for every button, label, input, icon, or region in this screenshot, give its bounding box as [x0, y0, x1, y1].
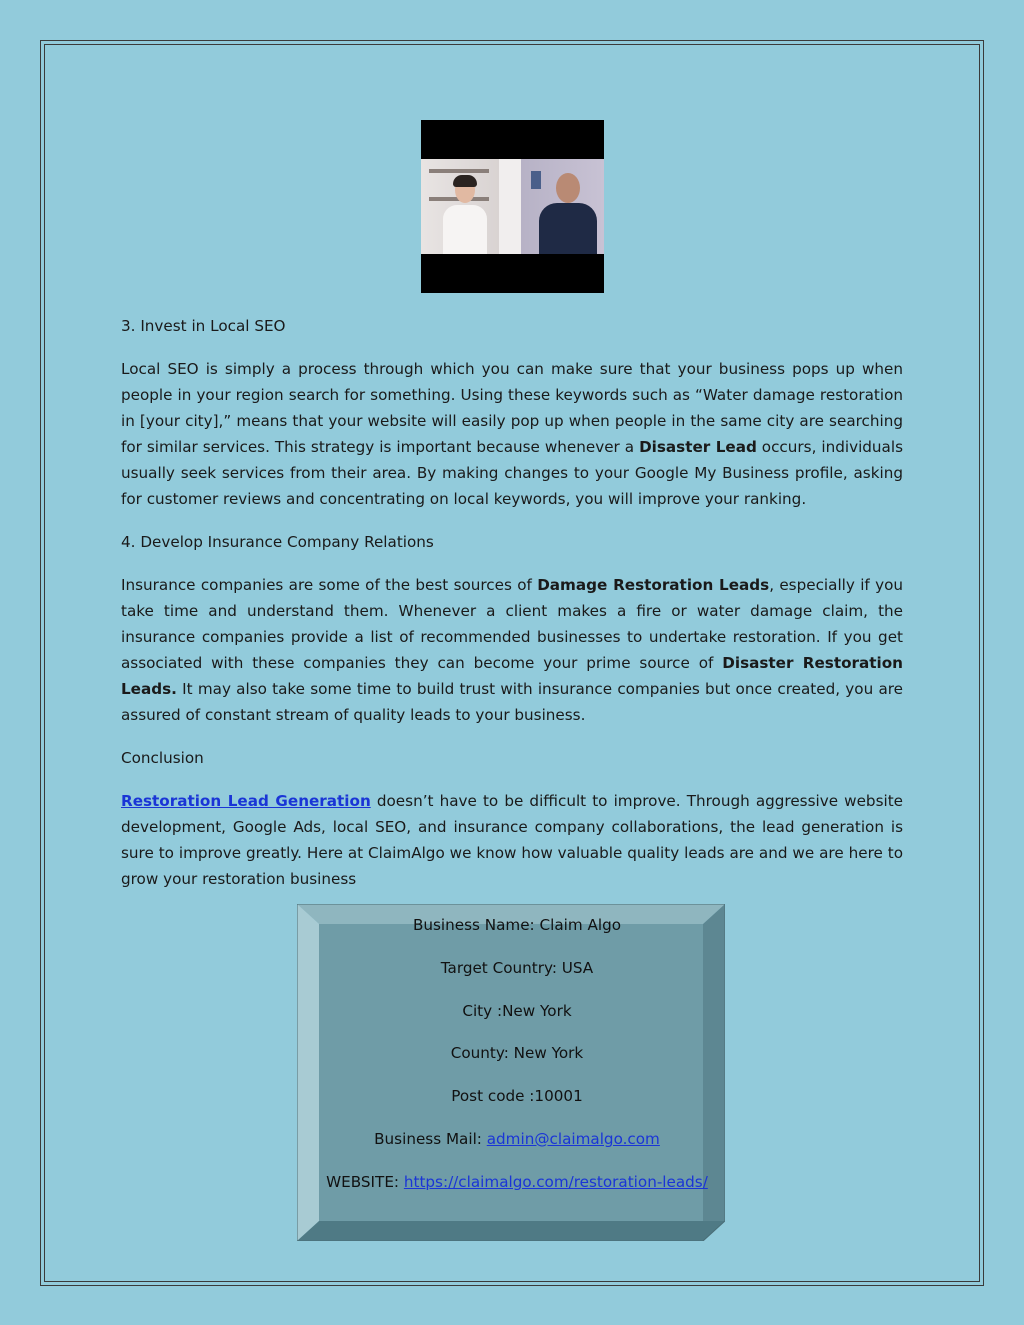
- article-body: [121, 313, 903, 909]
- person-with-headset: [443, 177, 487, 254]
- county: County: New York: [450, 1044, 584, 1063]
- video-call-thumbnail[interactable]: [421, 120, 604, 293]
- section-heading-conclusion: Conclusion: [121, 749, 204, 767]
- website: WEBSITE: https://claimalgo.com/restoration-leads/: [326, 1172, 708, 1191]
- paragraph-insurance: Insurance companies are some of the best sources of Damage Restoration Leads, especially if you take time and understand them. Whenever a client makes a fire or water damage claim, the insurance companies provide a list of recommended businesses to undertake restoration. If you get associated with these companies they can become your prime source of Disaster Restoration Leads. It may also take some time to build trust with insurance companies but once created, you are assured of constant stream of quality leads to your business.: [121, 576, 903, 724]
- city: City :New York: [462, 1001, 572, 1020]
- email-link[interactable]: admin@claimalgo.com: [486, 1129, 660, 1148]
- section-heading-local-seo: 3. Invest in Local SEO: [121, 317, 286, 335]
- bold-damage-restoration-leads: Damage Restoration Leads: [537, 576, 770, 594]
- person-in-suit: [539, 173, 597, 254]
- business-mail: Business Mail: admin@claimalgo.com: [374, 1129, 660, 1148]
- section-heading-insurance: 4. Develop Insurance Company Relations: [121, 533, 434, 551]
- paragraph-local-seo: Local SEO is simply a process through which you can make sure that your business pops up when people in your region search for something. Using these keywords such as “Water damage restoration in [your city],” means that your website will easily pop up when people in the same city are searching for similar services. This strategy is important because whenever a Disaster Lead occurs, individuals usually seek services from their area. By making changes to your Google My Business profile, asking for customer reviews and concentrating on local keywords, you will improve your ranking.: [121, 360, 903, 508]
- restoration-lead-generation-link[interactable]: Restoration Lead Generation: [121, 792, 371, 810]
- business-details: [321, 912, 713, 1212]
- paragraph-conclusion: Restoration Lead Generation doesn’t have to be difficult to improve. Through aggressive website development, Google Ads, local SEO, and insurance company collaborations, the lead generation is sure to improve greatly. Here at ClaimAlgo we know how valuable quality leads are and we are here to grow your restoration business: [121, 792, 903, 888]
- business-info-box: [297, 904, 725, 1241]
- video-scene: [421, 159, 604, 254]
- bold-disaster-lead: Disaster Lead: [639, 438, 757, 456]
- bold-disaster-restoration-leads: Disaster Restoration Leads.: [121, 654, 903, 698]
- shelf: [429, 169, 489, 173]
- post-code: Post code :10001: [451, 1087, 583, 1106]
- target-country: Target Country: USA: [440, 958, 594, 977]
- business-name: Business Name: Claim Algo: [412, 916, 622, 934]
- website-link[interactable]: https://claimalgo.com/restoration-leads/: [403, 1172, 708, 1191]
- door: [499, 159, 521, 254]
